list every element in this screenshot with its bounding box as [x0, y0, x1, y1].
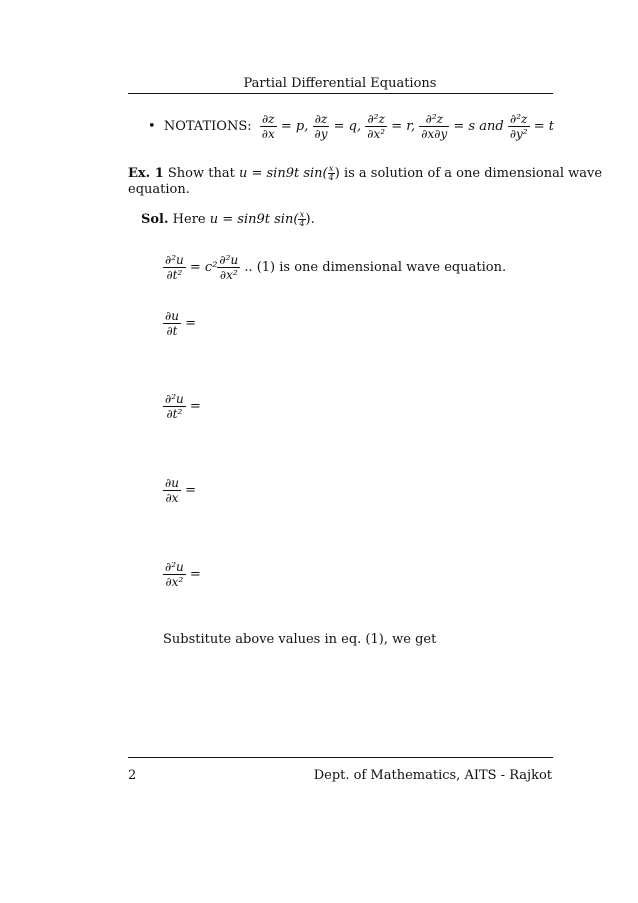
- derivative-line: $\frac{\text{∂²u}}{\text{∂x²}}$ =: [165, 560, 201, 589]
- derivative-line: $\frac{\text{∂²u}}{\text{∂t²}}$ =: [165, 392, 201, 421]
- wave-equation: [163, 253, 506, 282]
- notation-fraction: $\frac{\partial z}{\partial y}$: [314, 112, 328, 141]
- example-fraction: $\frac{x}{4}$: [328, 164, 334, 182]
- notations-label: NOTATIONS:: [163, 119, 252, 134]
- notations-line: [148, 112, 554, 141]
- example-label: Ex. 1: [128, 166, 164, 181]
- solution-text: Here: [172, 212, 206, 227]
- notation-value: = t: [533, 119, 554, 134]
- wave-note: .. (1) is one dimensional wave equation.: [244, 260, 507, 275]
- example-line2: equation.: [128, 182, 190, 197]
- notation-value: = s and: [453, 119, 504, 134]
- running-header: Partial Differential Equations: [243, 76, 437, 91]
- solution-line: [141, 211, 315, 228]
- footer-rule: [128, 757, 553, 758]
- notation-value: = r,: [391, 119, 416, 134]
- wave-lhs-fraction: $\frac{\text{∂²u}}{\text{∂t²}}$: [165, 253, 184, 282]
- example-text-after: is a solution of a one dimensional wave: [343, 166, 603, 181]
- notation-value: = p,: [280, 119, 309, 134]
- derivative-line: $\frac{\partial u}{\partial t}$ =: [165, 309, 196, 338]
- solution-fraction: $\frac{x}{4}$: [299, 210, 305, 228]
- header-rule: [128, 93, 553, 94]
- bullet-marker: •: [148, 119, 156, 134]
- notation-fraction: $\frac{\text{∂²z}}{\partial x\partial y}$: [421, 112, 448, 141]
- derivative-line: $\frac{\partial u}{\partial x}$ =: [165, 476, 196, 505]
- notation-fraction: $\frac{\text{∂²z}}{\text{∂x²}}$: [367, 112, 386, 141]
- example-text: Show that: [167, 166, 235, 181]
- notation-fraction: $\frac{\partial z}{\partial x}$: [261, 112, 275, 141]
- wave-coefficient: = c²: [189, 260, 218, 275]
- substitute-line: Substitute above values in eq. (1), we get: [163, 632, 437, 647]
- example-math: u = sin9t sin(: [238, 166, 328, 181]
- example-close: ): [334, 166, 340, 181]
- notation-fraction: $\frac{\text{∂²z}}{\text{∂y²}}$: [509, 112, 528, 141]
- notation-value: = q,: [333, 119, 362, 134]
- solution-math: u = sin9t sin(: [209, 212, 299, 227]
- example-statement: [128, 165, 602, 182]
- solution-label: Sol.: [141, 212, 169, 227]
- page-number: 2: [128, 768, 137, 783]
- footer-department: Dept. of Mathematics, AITS - Rajkot: [313, 768, 552, 783]
- wave-rhs-fraction: $\frac{\text{∂²u}}{\text{∂x²}}$: [219, 253, 239, 282]
- solution-close: ).: [305, 212, 315, 227]
